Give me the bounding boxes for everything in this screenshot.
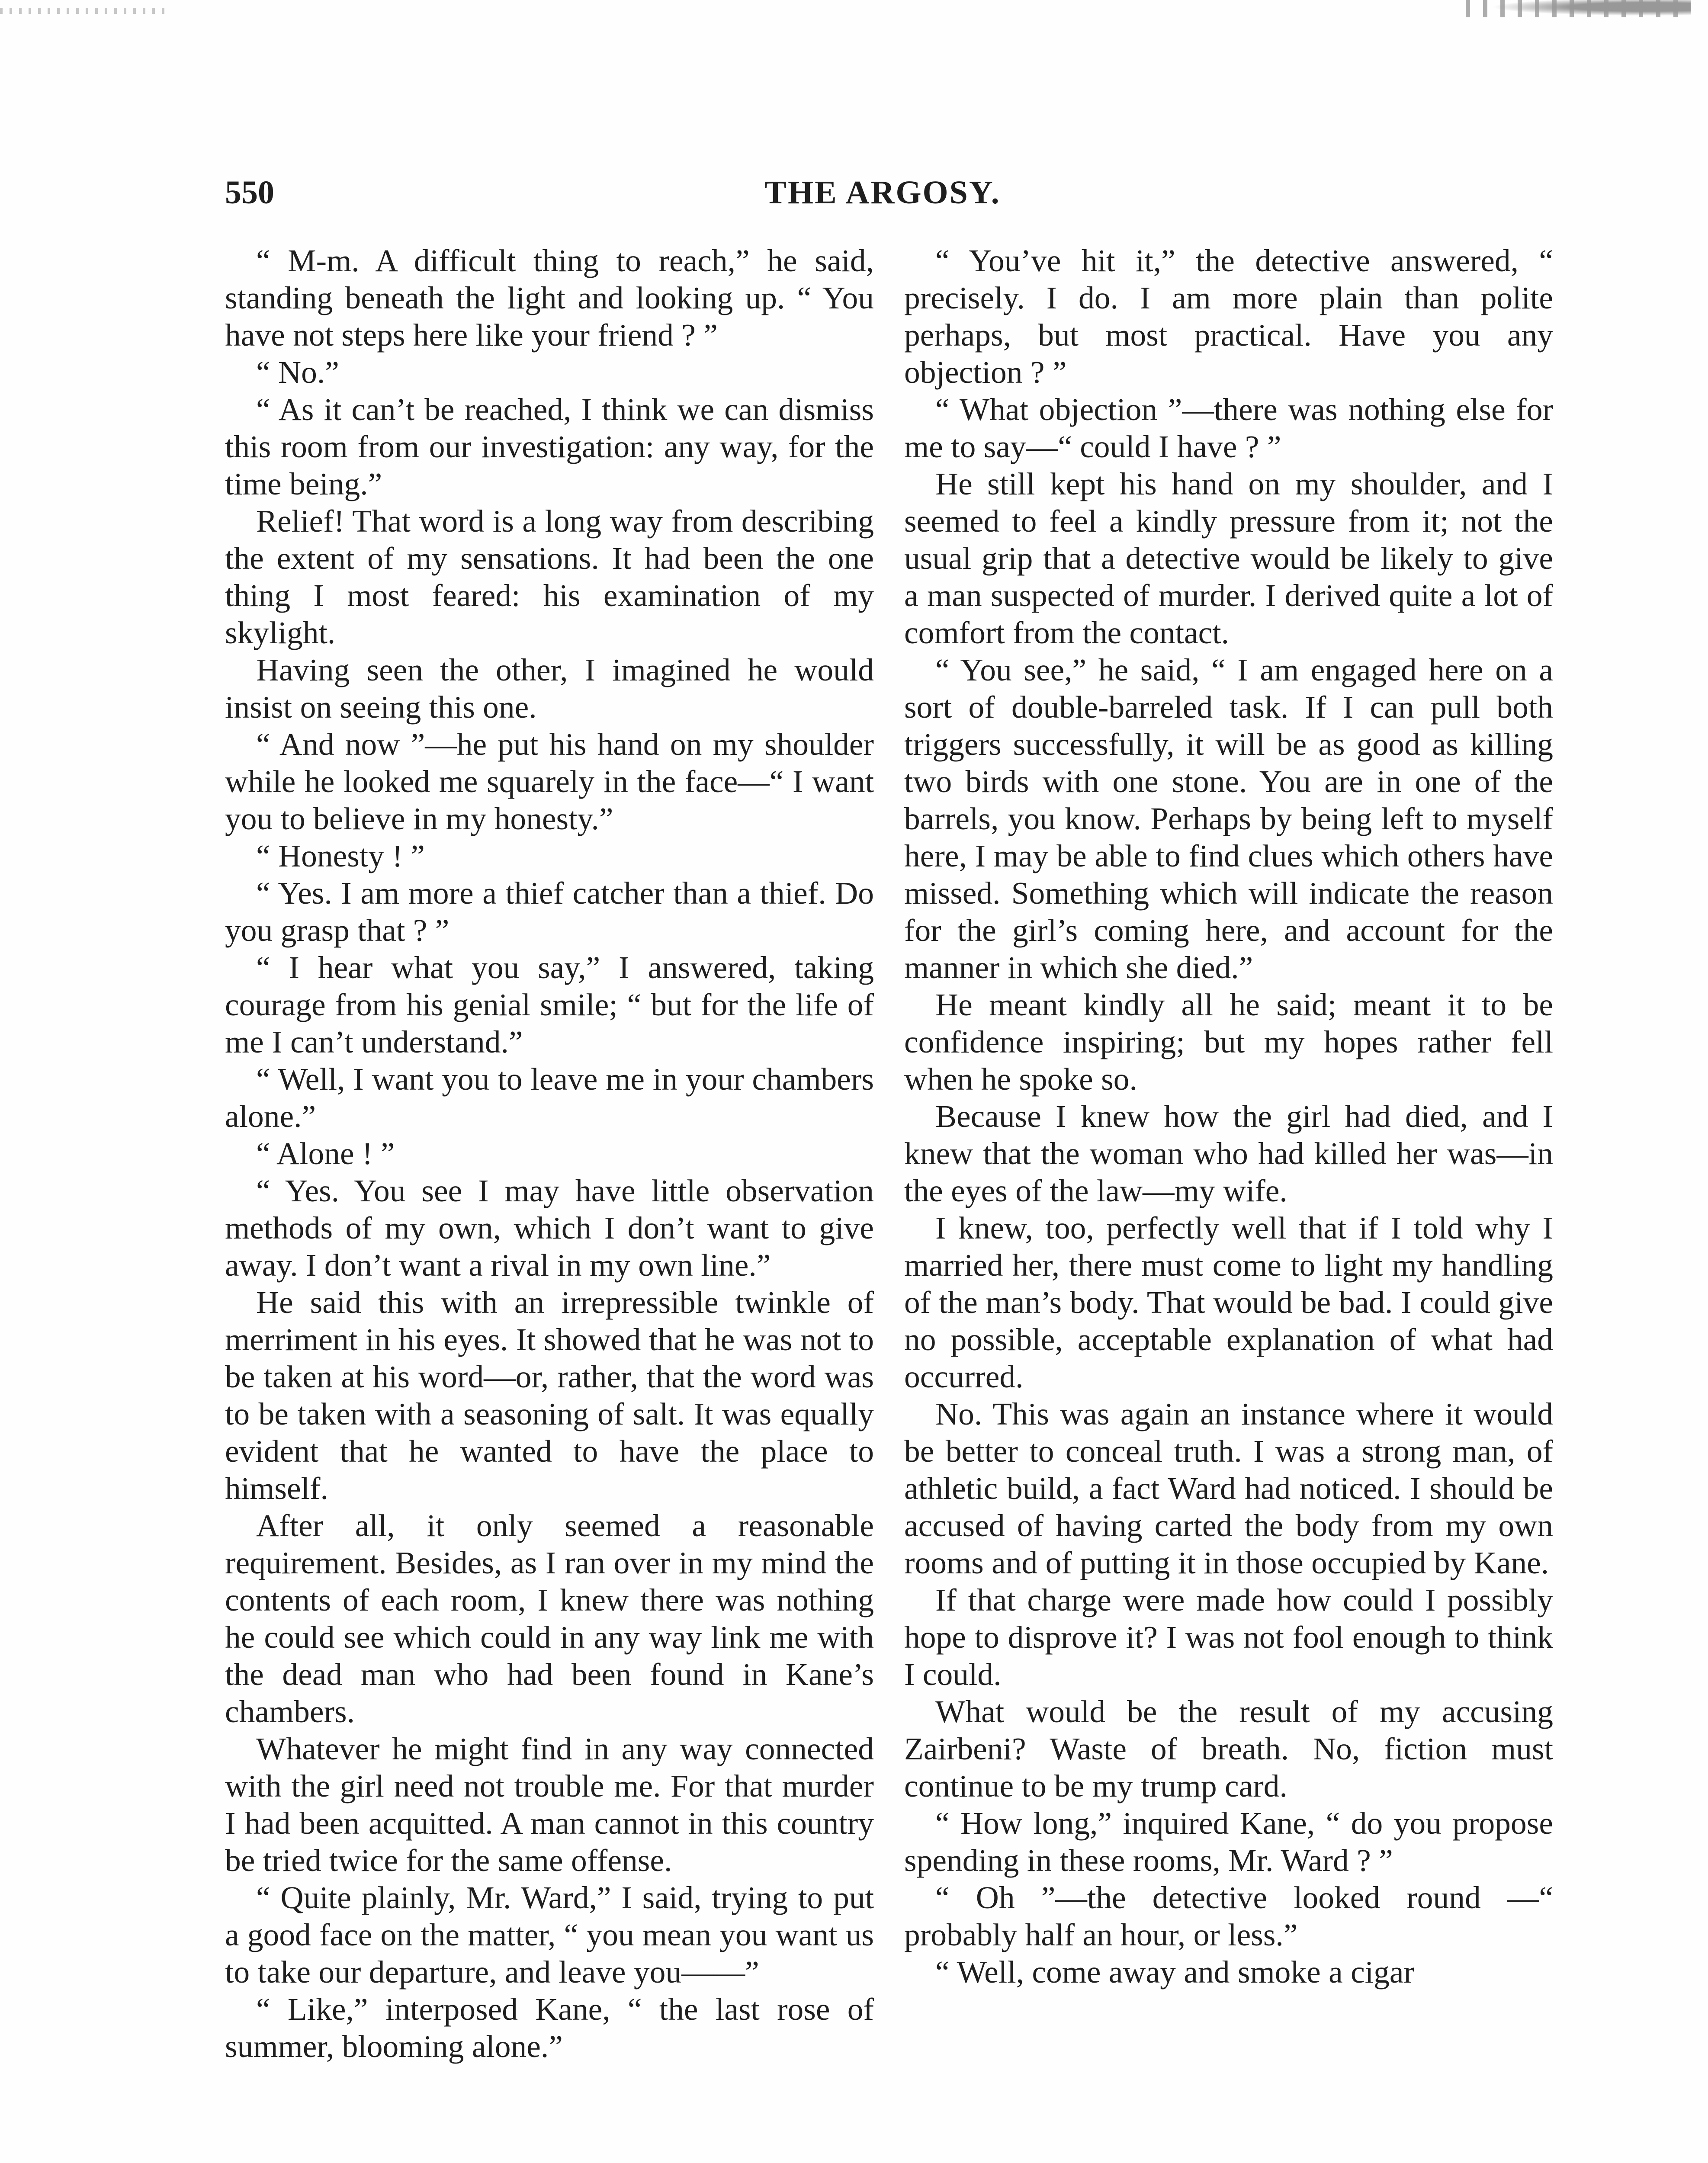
paragraph: “ And now ”—he put his hand on my shoulder while he looked me squarely in the face—“ I want you to believe in my honesty.” [225, 727, 874, 836]
paragraph: “ Well, come away and smoke a cigar [935, 1954, 1415, 1990]
paragraph: “ Yes. I am more a thief catcher than a thief. Do you grasp that ? ” [225, 876, 874, 948]
paragraph: “ What objection ”—there was nothing else for me to say—“ could I have ? ” [904, 392, 1553, 464]
paragraph: “ You’ve hit it,” the detective answered, “ precisely. I do. I am more plain than polite perhaps, but most practical. Have you any objection ? ” [904, 243, 1553, 390]
paragraph: Because I knew how the girl had died, and I knew that the woman who had killed her was—in the eyes of the law—my wife. [904, 1099, 1553, 1208]
paragraph: “ Quite plainly, Mr. Ward,” I said, trying to put a good face on the matter, “ you mean you want us to take our departure, and leave you——” [225, 1880, 874, 1990]
magazine-title: THE ARGOSY. [764, 174, 1001, 211]
paragraph: Relief! That word is a long way from describing the extent of my sensations. It had been the one thing I most feared: his examination of my skylight. [225, 504, 874, 650]
paragraph: “ I hear what you say,” I answered, taking courage from his genial smile; “ but for the life of me I can’t understand.” [225, 950, 874, 1059]
paragraph: After all, it only seemed a reasonable requirement. Besides, as I ran over in my mind the contents of each room, I knew there was nothing he could see which could in any way link me with the dead man who had been found in Kane’s chambers. [225, 1508, 874, 1729]
paragraph: “ Oh ”—the detective looked round —“ probably half an hour, or less.” [904, 1880, 1553, 1952]
right-column [904, 242, 1553, 1991]
paragraph: He said this with an irrepressible twinkle of merriment in his eyes. It showed that he was not to be taken at his word—or, rather, that the word was to be taken with a seasoning of salt. It was equally evident that he wanted to have the place to himself. [225, 1285, 874, 1506]
paragraph: “ As it can’t be reached, I think we can dismiss this room from our investigation: any way, for the time being.” [225, 392, 874, 501]
paragraph: He meant kindly all he said; meant it to be confidence inspiring; but my hopes rather fell when he spoke so. [904, 987, 1553, 1097]
scan-artifact-left [0, 8, 164, 14]
paragraph: What would be the result of my accusing Zairbeni? Waste of breath. No, fiction must continue to be my trump card. [904, 1694, 1553, 1804]
left-column [225, 242, 874, 2065]
paragraph: “ How long,” inquired Kane, “ do you propose spending in these rooms, Mr. Ward ? ” [904, 1806, 1553, 1878]
paragraph: “ You see,” he said, “ I am engaged here on a sort of double-barreled task. If I can pull both triggers successfully, it will be as good as killing two birds with one stone. You are in one of the barrels, you know. Perhaps by being left to myself here, I may be able to find clues which others have missed. Something which will indicate the reason for the girl’s coming here, and account for the manner in which she died.” [904, 652, 1553, 985]
paragraph: “ No.” [256, 355, 339, 390]
paragraph: He still kept his hand on my shoulder, and I seemed to feel a kindly pressure from it; not the usual grip that a detective would be likely to give a man suspected of murder. I derived quite a lot of comfort from the contact. [904, 466, 1553, 650]
paragraph: “ Honesty ! ” [256, 838, 425, 873]
paragraph: “ Like,” interposed Kane, “ the last rose of summer, blooming alone.” [225, 1992, 874, 2064]
paragraph: “ M-m. A difficult thing to reach,” he said, standing beneath the light and looking up. “ You have not steps here like your friend ? ” [225, 243, 874, 353]
paragraph: If that charge were made how could I possibly hope to disprove it? I was not fool enough to think I could. [904, 1582, 1553, 1692]
scan-artifact-right [1466, 0, 1691, 17]
page-number: 550 [225, 174, 274, 211]
paragraph: “ Yes. You see I may have little observation methods of my own, which I don’t want to give away. I don’t want a rival in my own line.” [225, 1173, 874, 1283]
running-header [225, 171, 1540, 218]
paragraph: No. This was again an instance where it would be better to conceal truth. I was a strong man, of athletic build, a fact Ward had noticed. I should be accused of having carted the body from my own rooms and of putting it in those occupied by Kane. [904, 1396, 1553, 1580]
paragraph: Whatever he might find in any way connected with the girl need not trouble me. For that murder I had been acquitted. A man cannot in this country be tried twice for the same offense. [225, 1731, 874, 1878]
paragraph: “ Alone ! ” [256, 1136, 395, 1171]
paragraph: Having seen the other, I imagined he would insist on seeing this one. [225, 652, 874, 725]
paragraph: “ Well, I want you to leave me in your chambers alone.” [225, 1062, 874, 1134]
paragraph: I knew, too, perfectly well that if I told why I married her, there must come to light my handling of the man’s body. That would be bad. I could give no possible, acceptable explanation of what had occurred. [904, 1210, 1553, 1394]
